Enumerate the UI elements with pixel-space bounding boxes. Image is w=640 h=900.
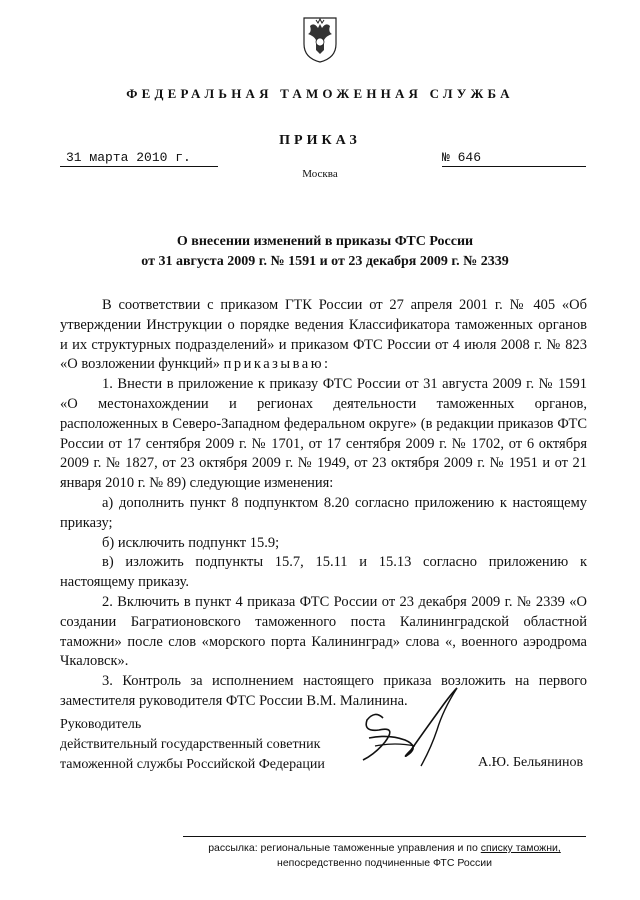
signer-position xyxy=(60,715,360,775)
document-city: Москва xyxy=(302,168,338,180)
order-command: приказываю: xyxy=(223,356,331,373)
distribution-divider xyxy=(183,836,586,837)
handwritten-signature xyxy=(345,680,475,775)
signer-position-line-3: таможенной службы Российской Федерации xyxy=(60,757,325,772)
order-item-1-c: в) изложить подпункты 15.7, 15.11 и 15.13 согласно приложению к настоящему приказу. xyxy=(60,554,587,591)
document-type: ПРИКАЗ xyxy=(279,133,361,148)
signer-name: А.Ю. Бельянинов xyxy=(478,755,584,770)
document-body xyxy=(60,296,587,712)
distribution-line-1 xyxy=(183,841,586,856)
title-line-1: О внесении изменений в приказы ФТС России xyxy=(176,234,474,249)
document-number: № 646 xyxy=(442,150,586,167)
document-date: 31 марта 2010 г. xyxy=(60,150,218,167)
signer-position-line-1: Руководитель xyxy=(60,717,142,732)
order-item-1-b: б) исключить подпункт 15.9; xyxy=(102,534,280,551)
distribution-link[interactable]: списку таможни, xyxy=(480,842,561,854)
document-title xyxy=(60,232,590,272)
distribution-prefix: рассылка: региональные таможенные управления и по xyxy=(208,842,481,854)
order-item-1-a: а) дополнить пункт 8 подпунктом 8.20 согласно приложению к настоящему приказу; xyxy=(60,494,587,531)
order-item-1: 1. Внести в приложение к приказу ФТС России от 31 августа 2009 г. № 1591 «О местонахождении и регионах деятельности таможенных органов, расположенных в Северо-Западном федеральном округе» (в редакции приказов ФТС России от 17 сентября 2009 г. № 1701, от 17 сентября 2009 г. № 1702, от 6 октября 2009 г. № 1827, от 23 октября 2009 г. № 1949, от 23 октября 2009 г. № 1951 и от 21 января 2010 г. № 89) следующие изменения: xyxy=(60,376,587,492)
order-item-2: 2. Включить в пункт 4 приказа ФТС России от 23 декабря 2009 г. № 2339 «О создании Багратионовского таможенного поста Калининградской областной таможни» после слов «морского порта Калининград» слова «, военного аэродрома Чкаловск». xyxy=(60,593,587,670)
agency-name: ФЕДЕРАЛЬНАЯ ТАМОЖЕННАЯ СЛУЖБА xyxy=(126,86,514,101)
distribution-line-2: непосредственно подчиненные ФТС России xyxy=(277,857,492,869)
coat-of-arms-emblem xyxy=(298,14,342,64)
intro-paragraph xyxy=(60,296,587,375)
distribution-list xyxy=(183,841,586,871)
signer-position-line-2: действительный государственный советник xyxy=(60,737,321,752)
order-item-3: 3. Контроль за исполнением настоящего приказа возложить на первого заместителя руководителя ФТС России В.М. Малинина. xyxy=(60,673,587,709)
title-line-2: от 31 августа 2009 г. № 1591 и от 23 декабря 2009 г. № 2339 xyxy=(141,254,509,269)
intro-text: В соответствии с приказом ГТК России от 27 апреля 2001 г. № 405 «Об утверждении Инструкции о порядке ведения Классификатора таможенных органов и их структурных подразделений» и приказом ФТС России от 4 июля 2008 г. № 823 «О возложении функций» xyxy=(60,297,587,373)
